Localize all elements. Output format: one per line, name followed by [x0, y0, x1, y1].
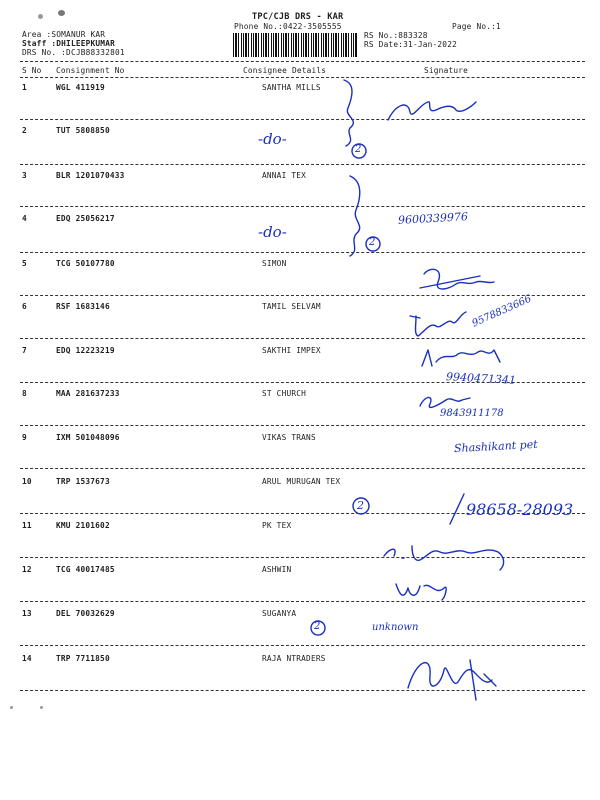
row-sno: 2: [22, 126, 27, 135]
row-consignee: VIKAS TRANS: [262, 433, 316, 442]
slash-mark: [450, 494, 464, 524]
row-consignment: DEL 70032629: [56, 609, 115, 618]
signature-row12: [396, 584, 446, 600]
handwritten-note: unknown: [372, 622, 419, 633]
row-consignee: RAJA NTRADERS: [262, 654, 326, 663]
row-consignee: ANNAI TEX: [262, 171, 307, 180]
col-sno: S No: [22, 66, 42, 75]
row-consignee: SANTHA MILLS: [262, 83, 321, 92]
row-sno: 9: [22, 433, 27, 442]
row-consignment: EDQ 25056217: [56, 214, 115, 223]
signature-row6: [410, 312, 466, 336]
row-consignment: TUT 5808850: [56, 126, 110, 135]
row-consignee: ASHWIN: [262, 565, 292, 574]
row-sno: 5: [22, 259, 27, 268]
row-sno: 7: [22, 346, 27, 355]
signature-row8: [420, 397, 470, 407]
row-consignment: BLR 1201070433: [56, 171, 125, 180]
staff-label: Staff :DHILEEPKUMAR: [22, 39, 115, 48]
rs-number: RS No.:883328: [364, 31, 428, 40]
row-consignee: TAMIL SELVAM: [262, 302, 321, 311]
row-consignee: SUGANYA: [262, 609, 297, 618]
brace-mark: [344, 80, 353, 146]
row-consignment: IXM 501048096: [56, 433, 120, 442]
row-consignment: RSF 1683146: [56, 302, 110, 311]
ditto-mark: -do-: [258, 223, 287, 241]
col-signature: Signature: [424, 66, 469, 75]
brace-mark: [350, 176, 360, 256]
handwritten-phone: 9600339976: [397, 210, 469, 227]
col-consignment: Consignment No: [56, 66, 125, 75]
row-consignee: ARUL MURUGAN TEX: [262, 477, 341, 486]
row-consignment: MAA 281637233: [56, 389, 120, 398]
row-sno: 6: [22, 302, 27, 311]
row-consignee: ST CHURCH: [262, 389, 307, 398]
row-consignment: KMU 2101602: [56, 521, 110, 530]
count-mark: 2: [357, 499, 364, 512]
row-consignment: WGL 411919: [56, 83, 105, 92]
phone-number: Phone No.:0422-3505555: [234, 22, 342, 31]
report-title: TPC/CJB DRS - KAR: [252, 12, 344, 22]
signature-row11: [384, 546, 504, 570]
signature-row14: [408, 660, 496, 700]
row-sno: 10: [22, 477, 32, 486]
handwritten-note: Shashikant pet: [453, 437, 538, 456]
count-mark: 2: [369, 237, 376, 248]
row-consignee: SAKTHI IMPEX: [262, 346, 321, 355]
area-label: Area :SOMANUR KAR: [22, 30, 106, 39]
row-sno: 8: [22, 389, 27, 398]
row-consignee: PK TEX: [262, 521, 292, 530]
signature-row1: [388, 102, 476, 120]
handwritten-phone: 9578833666: [470, 293, 534, 330]
row-consignment: TCG 40017485: [56, 565, 115, 574]
row-sno: 13: [22, 609, 32, 618]
col-consignee: Consignee Details: [243, 66, 327, 75]
row-sno: 12: [22, 565, 32, 574]
signature-row7: [422, 350, 500, 366]
row-sno: 14: [22, 654, 32, 663]
row-sno: 11: [22, 521, 32, 530]
signature-row5: [420, 269, 494, 289]
count-mark: 2: [355, 144, 362, 155]
handwritten-phone: 9843911178: [440, 408, 504, 419]
handwritten-phone: 98658-28093: [466, 500, 574, 519]
row-consignee: SIMON: [262, 259, 287, 268]
handwritten-phone: 9940471341: [445, 370, 517, 387]
row-consignment: EDQ 12223219: [56, 346, 115, 355]
drs-number: DRS No. :DCJB88332801: [22, 48, 125, 57]
row-sno: 1: [22, 83, 27, 92]
ditto-mark: -do-: [258, 130, 287, 148]
rs-date: RS Date:31-Jan-2022: [364, 40, 457, 49]
row-sno: 4: [22, 214, 27, 223]
row-sno: 3: [22, 171, 27, 180]
count-mark: 2: [314, 621, 321, 632]
page-number: Page No.:1: [452, 22, 501, 31]
row-consignment: TRP 1537673: [56, 477, 110, 486]
row-consignment: TRP 7711850: [56, 654, 110, 663]
row-consignment: TCG 50107780: [56, 259, 115, 268]
